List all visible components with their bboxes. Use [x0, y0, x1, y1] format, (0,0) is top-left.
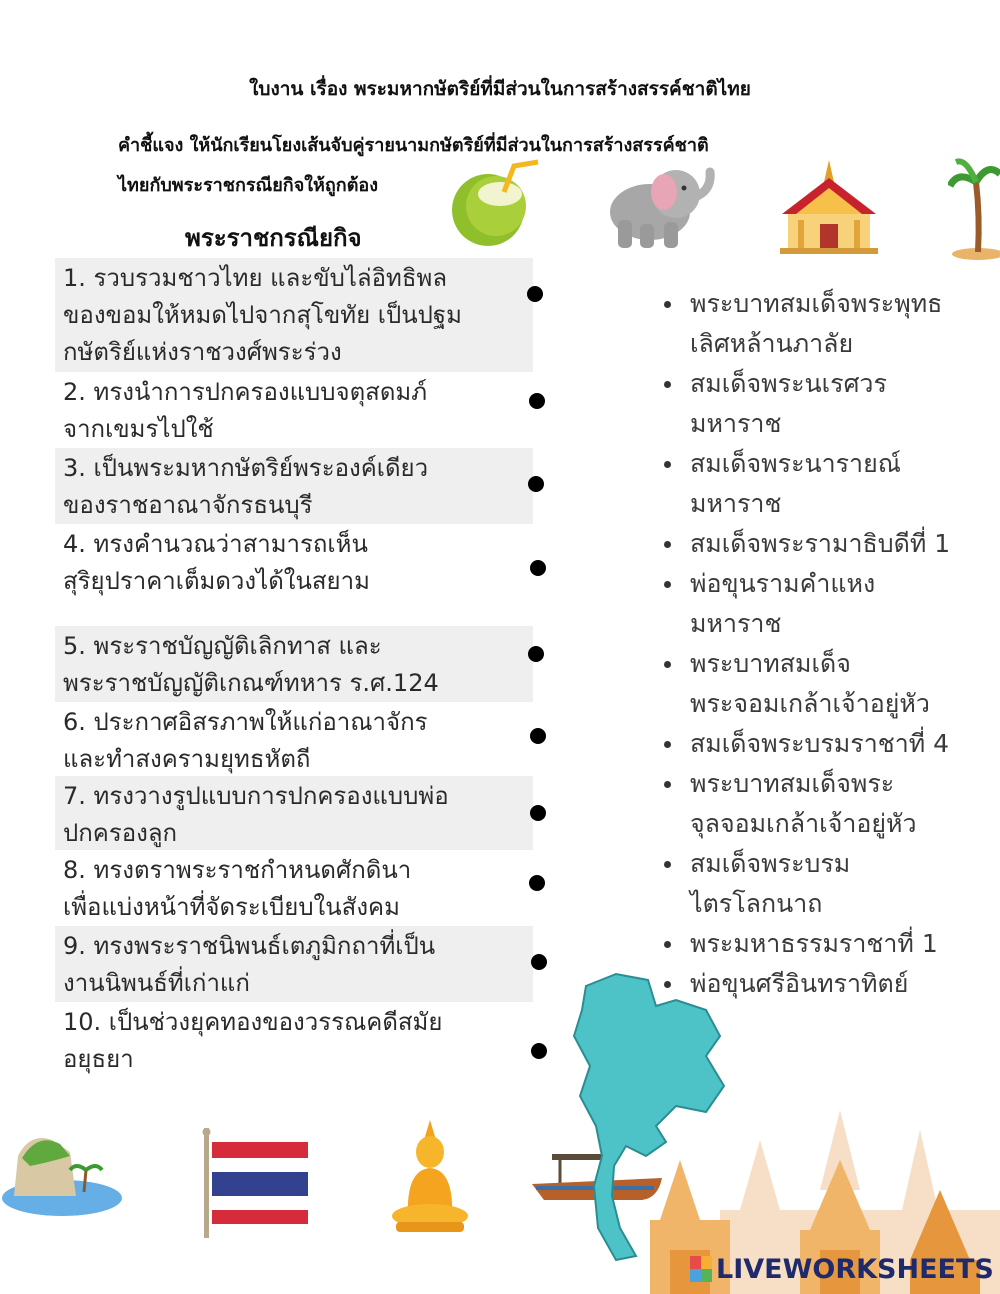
king-7-line-1: สมเด็จพระบรมราชาที่ 4	[690, 729, 950, 758]
duty-6-line-1: 6. ประกาศอิสรภาพให้แก่อาณาจักร	[63, 708, 428, 736]
king-item-8[interactable]	[660, 764, 1000, 844]
duty-10-line-1: 10. เป็นช่วงยุคทองของวรรณคดีสมัย	[63, 1008, 443, 1036]
king-11-line-1: พ่อขุนศรีอินทราทิตย์	[690, 969, 909, 998]
match-dot-9[interactable]	[531, 954, 547, 970]
king-item-9[interactable]	[660, 844, 1000, 924]
duty-1-line-2: ของขอมให้หมดไปจากสุโขทัย เป็นปฐม	[63, 301, 462, 329]
duty-2-line-1: 2. ทรงนำการปกครองแบบจตุสดมภ์	[63, 378, 428, 406]
match-dot-8[interactable]	[529, 875, 545, 891]
match-dot-3[interactable]	[528, 476, 544, 492]
island-icon	[0, 1126, 124, 1218]
duty-8-line-1: 8. ทรงตราพระราชกำหนดศักดินา	[63, 856, 412, 884]
duty-item-8	[55, 850, 533, 926]
liveworksheets-logo-icon	[690, 1256, 712, 1282]
duties-heading: พระราชกรณียกิจ	[185, 224, 362, 252]
king-9-line-2: ไตรโลกนาถ	[690, 889, 823, 918]
duty-4-line-1: 4. ทรงคำนวณว่าสามารถเห็น	[63, 530, 368, 558]
duty-item-5	[55, 626, 533, 702]
duty-7-line-1: 7. ทรงวางรูปแบบการปกครองแบบพ่อ	[63, 782, 449, 810]
duty-6-line-2: และทำสงครามยุทธหัตถี	[63, 745, 311, 773]
king-3-line-1: สมเด็จพระนารายณ์	[690, 449, 901, 478]
king-9-line-1: สมเด็จพระบรม	[690, 849, 851, 878]
duty-item-1	[55, 258, 533, 372]
king-4-line-1: สมเด็จพระรามาธิบดีที่ 1	[690, 529, 951, 558]
duty-2-line-2: จากเขมรไปใช้	[63, 415, 214, 443]
elephant-icon	[606, 162, 718, 252]
duty-10-line-2: อยุธยา	[63, 1045, 134, 1073]
duty-item-9	[55, 926, 533, 1002]
duty-item-10	[55, 1002, 533, 1078]
match-dot-5[interactable]	[528, 646, 544, 662]
king-6-line-2: พระจอมเกล้าเจ้าอยู่หัว	[690, 689, 930, 718]
match-dot-6[interactable]	[530, 728, 546, 744]
king-5-line-2: มหาราช	[690, 609, 782, 638]
duty-item-7	[55, 776, 533, 850]
king-2-line-2: มหาราช	[690, 409, 782, 438]
duty-5-line-2: พระราชบัญญัติเกณฑ์ทหาร ร.ศ.124	[63, 669, 439, 697]
king-item-4[interactable]	[660, 524, 1000, 564]
duty-item-2	[55, 372, 533, 448]
thailand-map-icon	[556, 966, 736, 1266]
match-dot-7[interactable]	[530, 805, 546, 821]
duty-item-4	[55, 524, 533, 624]
duty-4-line-2: สุริยุปราคาเต็มดวงได้ในสยาม	[63, 567, 370, 595]
duty-3-line-1: 3. เป็นพระมหากษัตริย์พระองค์เดียว	[63, 454, 429, 482]
instruction-line-2: ไทยกับพระราชกรณียกิจให้ถูกต้อง	[118, 175, 378, 196]
liveworksheets-brand-text: LIVEWORKSHEETS	[716, 1253, 994, 1285]
duty-9-line-2: งานนิพนธ์ที่เก่าแก่	[63, 969, 250, 997]
king-5-line-1: พ่อขุนรามคำแหง	[690, 569, 876, 598]
buddha-icon	[388, 1118, 472, 1236]
king-2-line-1: สมเด็จพระนเรศวร	[690, 369, 887, 398]
king-item-6[interactable]	[660, 644, 1000, 724]
duty-5-line-1: 5. พระราชบัญญัติเลิกทาส และ	[63, 632, 382, 660]
duty-1-line-3: กษัตริย์แห่งราชวงศ์พระร่วง	[63, 338, 342, 366]
king-8-line-1: พระบาทสมเด็จพระ	[690, 769, 895, 798]
king-item-2[interactable]	[660, 364, 1000, 444]
temple-icon	[776, 158, 882, 254]
duty-7-line-2: ปกครองลูก	[63, 819, 178, 847]
worksheet-title: ใบงาน เรื่อง พระมหากษัตริย์ที่มีส่วนในการสร้างสรรค์ชาติไทย	[249, 78, 751, 100]
king-6-line-1: พระบาทสมเด็จ	[690, 649, 851, 678]
thai-flag-icon	[200, 1128, 316, 1238]
match-dot-10[interactable]	[531, 1043, 547, 1059]
kings-list	[660, 284, 1000, 1004]
king-item-10[interactable]	[660, 924, 1000, 964]
duty-1-line-1: 1. รวบรวมชาวไทย และขับไล่อิทธิพล	[63, 264, 448, 292]
instruction-line-1: คำชี้แจง ให้นักเรียนโยงเส้นจับคู่รายนามกษัตริย์ที่มีส่วนในการสร้างสรรค์ชาติ	[118, 135, 709, 156]
duty-3-line-2: ของราชอาณาจักรธนบุรี	[63, 491, 313, 519]
king-3-line-2: มหาราช	[690, 489, 782, 518]
king-1-line-1: พระบาทสมเด็จพระพุทธ	[690, 289, 943, 318]
king-item-7[interactable]	[660, 724, 1000, 764]
duty-9-line-1: 9. ทรงพระราชนิพนธ์เตภูมิกถาที่เป็น	[63, 932, 436, 960]
liveworksheets-logo	[690, 1252, 994, 1286]
king-item-3[interactable]	[660, 444, 1000, 524]
duty-item-6	[55, 702, 533, 778]
king-8-line-2: จุลจอมเกล้าเจ้าอยู่หัว	[690, 809, 917, 838]
duty-item-3	[55, 448, 533, 524]
king-1-line-2: เลิศหล้านภาลัย	[690, 329, 854, 358]
match-dot-4[interactable]	[530, 560, 546, 576]
king-item-1[interactable]	[660, 284, 1000, 364]
king-item-5[interactable]	[660, 564, 1000, 644]
duty-8-line-2: เพื่อแบ่งหน้าที่จัดระเบียบในสังคม	[63, 893, 400, 921]
match-dot-1[interactable]	[527, 286, 543, 302]
coconut-icon	[444, 158, 542, 248]
king-10-line-1: พระมหาธรรมราชาที่ 1	[690, 929, 938, 958]
match-dot-2[interactable]	[529, 393, 545, 409]
palm-tree-icon	[948, 156, 1000, 260]
